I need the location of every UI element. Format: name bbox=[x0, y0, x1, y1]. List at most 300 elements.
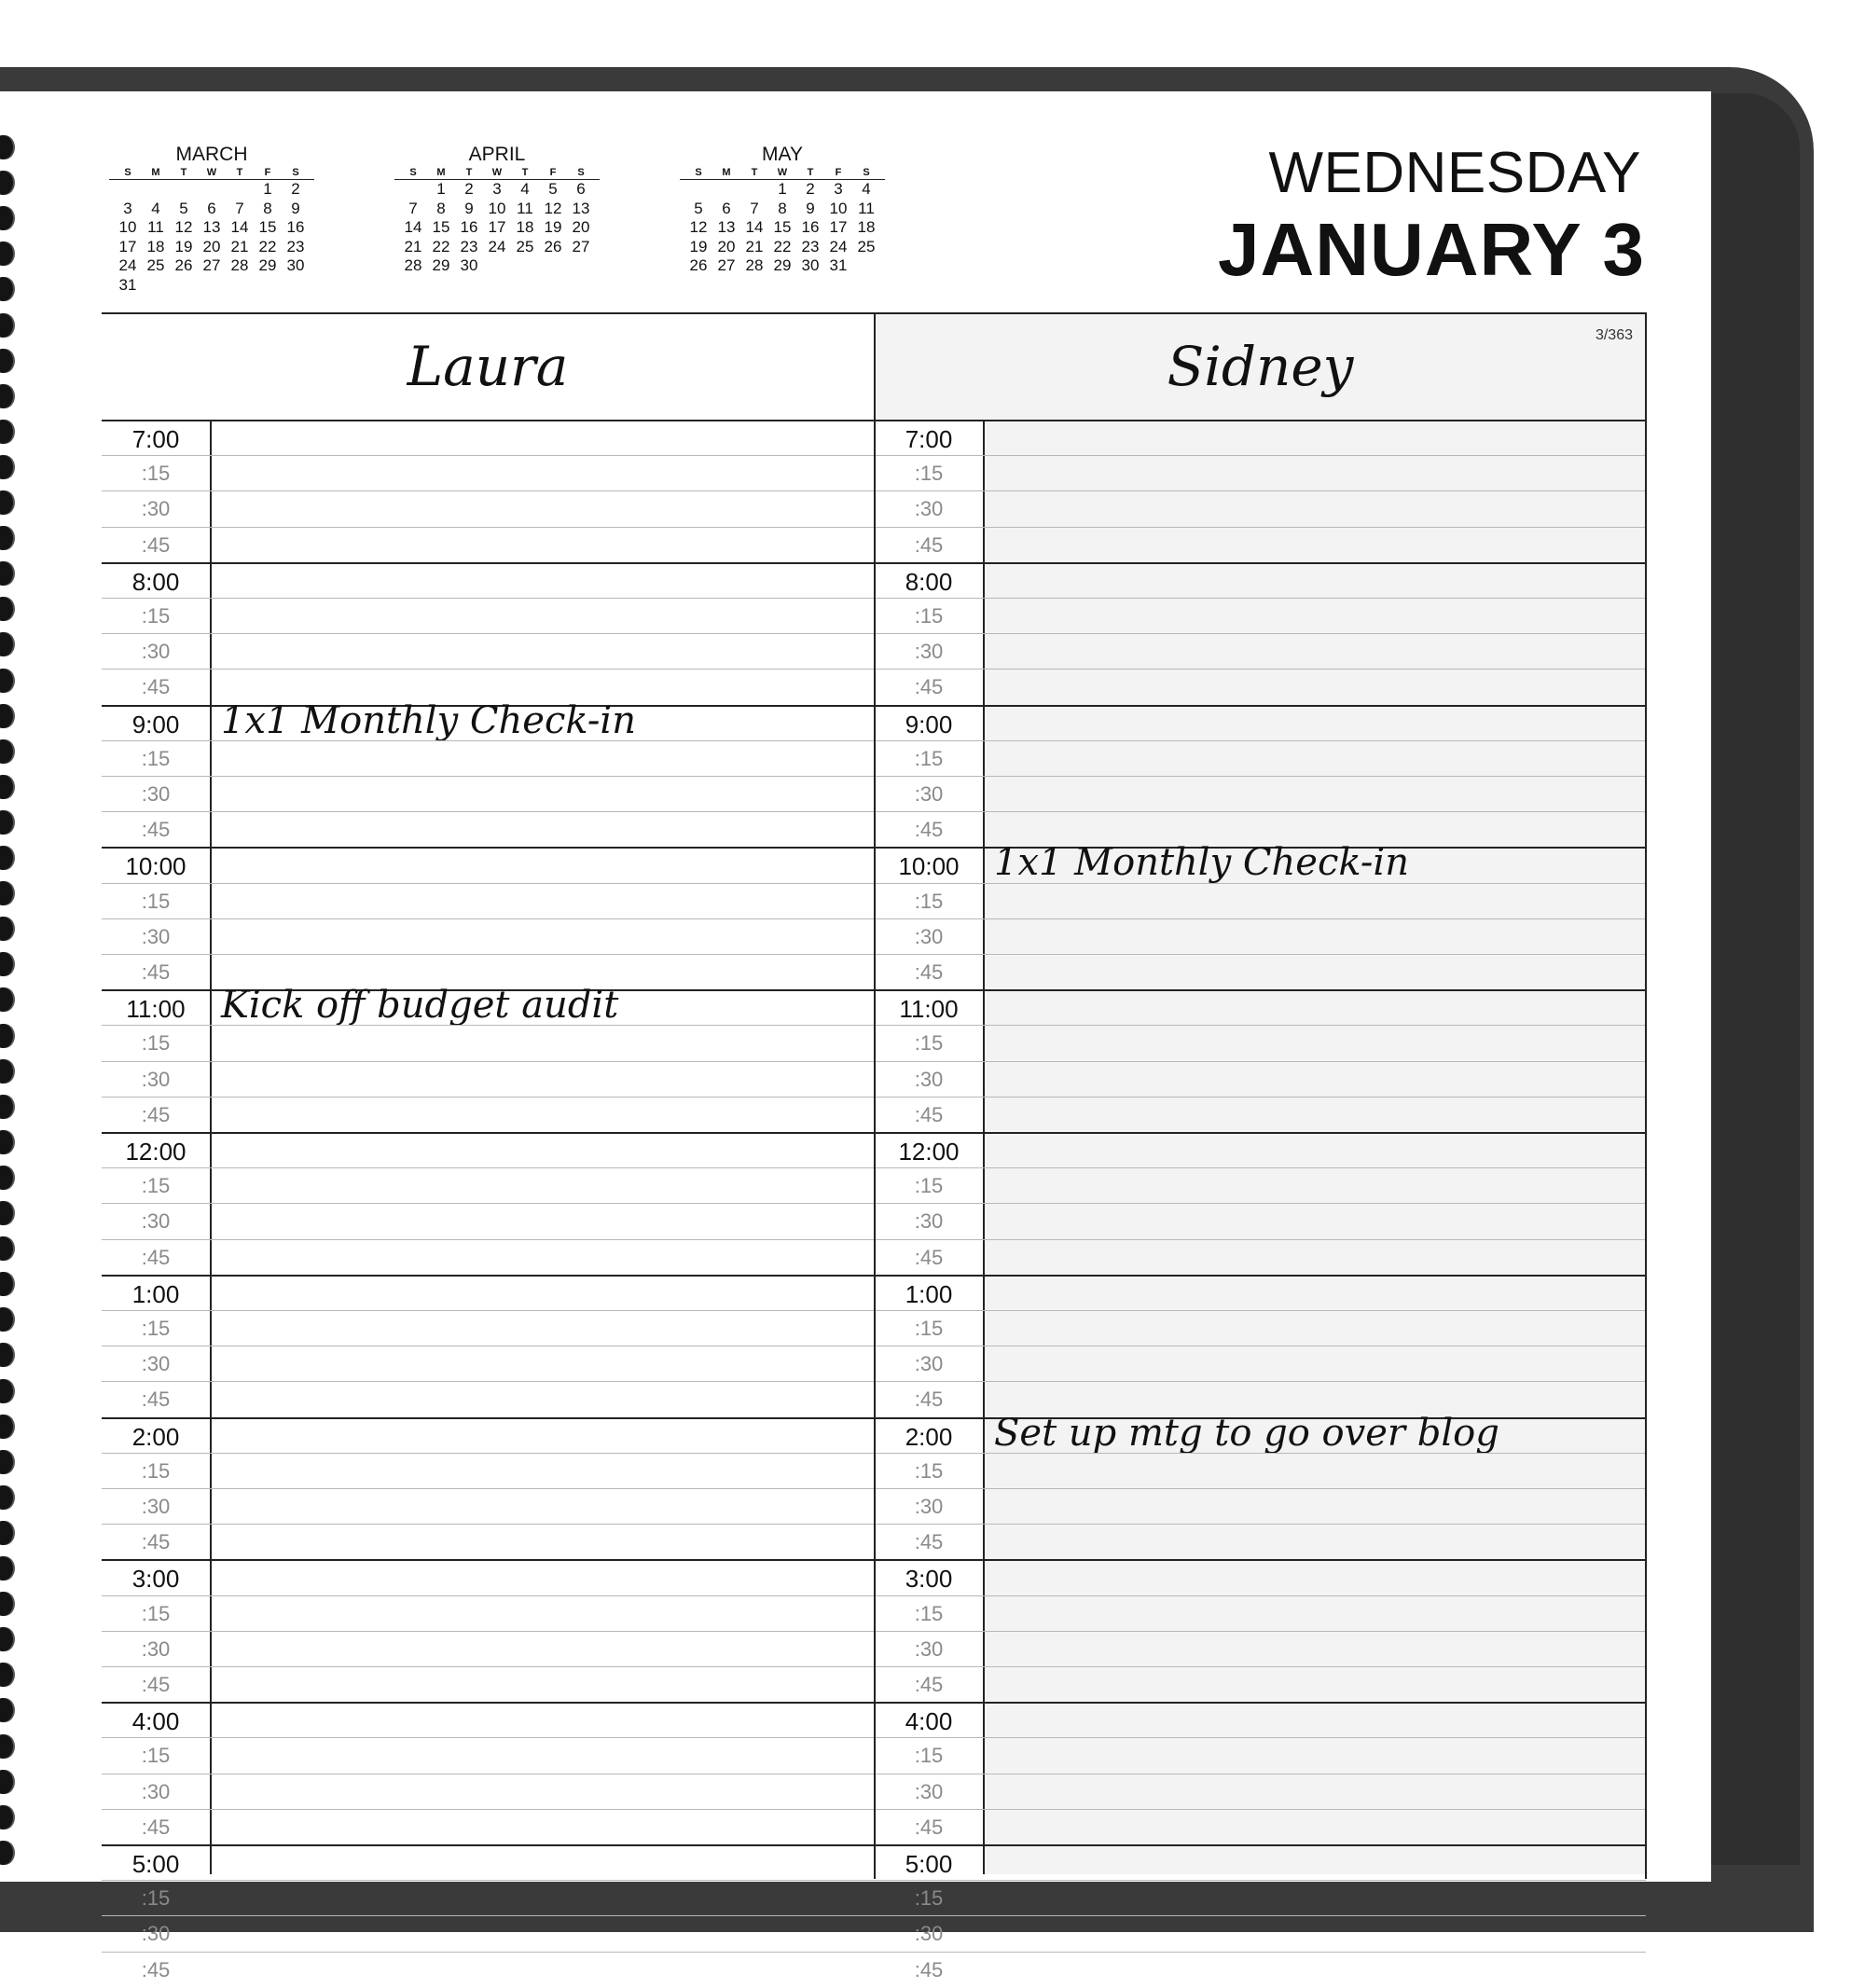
hour-label: 10:00 bbox=[898, 852, 960, 881]
mini-calendar-day: 14 bbox=[745, 218, 764, 236]
quarter-row[interactable] bbox=[875, 490, 1646, 527]
hour-row[interactable] bbox=[102, 1132, 875, 1169]
quarter-row[interactable] bbox=[102, 598, 875, 634]
hour-row[interactable] bbox=[875, 562, 1646, 600]
quarter-label: :30 bbox=[141, 1922, 171, 1946]
hour-row[interactable] bbox=[875, 1559, 1646, 1596]
mini-calendar-day: 7 bbox=[235, 199, 244, 217]
quarter-row[interactable] bbox=[102, 1239, 875, 1276]
mini-calendar-day bbox=[170, 180, 198, 200]
mini-calendar-day: 11 bbox=[858, 199, 875, 217]
quarter-row[interactable] bbox=[102, 1097, 875, 1133]
weekday-initials bbox=[109, 166, 314, 180]
hour-row[interactable] bbox=[102, 1844, 875, 1882]
quarter-label: :30 bbox=[914, 1922, 944, 1946]
mini-calendar-day: 15 bbox=[258, 218, 277, 236]
mini-calendar-day: 12 bbox=[689, 218, 708, 236]
quarter-row[interactable] bbox=[102, 1061, 875, 1098]
mini-calendar-day: 4 bbox=[520, 180, 530, 198]
quarter-label: :45 bbox=[914, 1387, 944, 1412]
quarter-label: :30 bbox=[141, 497, 171, 521]
quarter-row[interactable] bbox=[875, 1737, 1646, 1774]
quarter-label: :30 bbox=[914, 1495, 944, 1518]
mini-calendar-day: 30 bbox=[801, 256, 820, 274]
quarter-label: :45 bbox=[914, 960, 944, 984]
mini-calendar-day: 7 bbox=[408, 199, 418, 217]
mini-calendar-day: 13 bbox=[717, 218, 736, 236]
weekday-heading: WEDNESDAY bbox=[1268, 141, 1641, 205]
mini-calendar-day: 18 bbox=[857, 218, 876, 236]
quarter-label: :30 bbox=[141, 1636, 171, 1661]
hour-row[interactable] bbox=[875, 420, 1646, 457]
mini-calendar-day: 24 bbox=[118, 256, 137, 274]
hour-row[interactable] bbox=[102, 984, 875, 1028]
mini-calendar-day: 17 bbox=[118, 237, 137, 255]
column-divider bbox=[874, 312, 876, 1879]
mini-calendar-day: 22 bbox=[432, 237, 450, 255]
quarter-row[interactable] bbox=[102, 776, 875, 812]
mini-calendar-day: 23 bbox=[460, 237, 478, 255]
mini-calendar-day: 16 bbox=[801, 218, 820, 236]
quarter-label: :45 bbox=[141, 1673, 171, 1696]
quarter-row[interactable] bbox=[875, 1097, 1646, 1133]
quarter-row[interactable] bbox=[875, 455, 1646, 491]
quarter-row[interactable] bbox=[875, 1809, 1646, 1845]
hour-row[interactable] bbox=[102, 1275, 875, 1312]
mini-calendar-day: 18 bbox=[516, 218, 534, 236]
mini-calendar-day bbox=[399, 180, 427, 200]
weekday-initial: S bbox=[863, 167, 870, 178]
quarter-row[interactable] bbox=[102, 918, 875, 955]
weekday-initial: T bbox=[521, 167, 529, 178]
quarter-row[interactable] bbox=[102, 883, 875, 919]
mini-calendar-day: 30 bbox=[286, 256, 305, 274]
column-header-laura bbox=[102, 314, 874, 421]
hour-row[interactable] bbox=[875, 1275, 1646, 1312]
quarter-row[interactable] bbox=[875, 1346, 1646, 1382]
mini-calendar-day: 3 bbox=[492, 180, 502, 198]
hour-label: 1:00 bbox=[905, 1279, 953, 1308]
quarter-label: :45 bbox=[914, 1815, 944, 1839]
mini-calendar-day: 2 bbox=[464, 180, 474, 198]
weekday-initial: T bbox=[751, 167, 758, 178]
quarter-row[interactable] bbox=[875, 776, 1646, 812]
mini-calendar-day: 15 bbox=[432, 218, 450, 236]
quarter-row[interactable] bbox=[102, 811, 875, 848]
mini-calendar-day: 22 bbox=[773, 237, 792, 255]
hour-row[interactable] bbox=[102, 1702, 875, 1739]
quarter-label: :45 bbox=[141, 1957, 171, 1981]
quarter-row[interactable] bbox=[875, 669, 1646, 705]
mini-calendar-day: 29 bbox=[432, 256, 450, 274]
mini-calendar-day: 27 bbox=[202, 256, 221, 274]
quarter-label: :45 bbox=[914, 1957, 944, 1981]
mini-calendar-day: 19 bbox=[174, 237, 193, 255]
hour-row[interactable] bbox=[875, 841, 1646, 885]
quarter-row[interactable] bbox=[875, 918, 1646, 955]
weekday-initial: T bbox=[807, 167, 814, 178]
hour-row[interactable] bbox=[102, 847, 875, 884]
mini-calendar-day: 19 bbox=[689, 237, 708, 255]
weekday-initial: S bbox=[292, 167, 299, 178]
planner-cover-edge bbox=[1706, 93, 1800, 1865]
mini-calendar-day: 9 bbox=[464, 199, 474, 217]
quarter-row[interactable] bbox=[875, 1488, 1646, 1525]
quarter-row[interactable] bbox=[102, 1952, 875, 1988]
quarter-row[interactable] bbox=[875, 1666, 1646, 1703]
quarter-row[interactable] bbox=[875, 1952, 1646, 1988]
mini-calendar-day: 7 bbox=[750, 199, 759, 217]
quarter-row[interactable] bbox=[875, 1310, 1646, 1346]
mini-calendar-day bbox=[198, 180, 226, 200]
hour-label: 1:00 bbox=[131, 1279, 180, 1308]
quarter-label: :15 bbox=[141, 462, 171, 486]
mini-calendar-march bbox=[109, 144, 314, 295]
hour-row[interactable] bbox=[102, 420, 875, 457]
quarter-label: :15 bbox=[914, 1031, 944, 1056]
quarter-label: :45 bbox=[914, 1530, 944, 1554]
quarter-row[interactable] bbox=[875, 1524, 1646, 1560]
mini-calendar-day: 20 bbox=[572, 218, 590, 236]
hour-label: 9:00 bbox=[131, 710, 180, 739]
quarter-label: :30 bbox=[141, 924, 171, 948]
mini-calendar-day bbox=[684, 180, 712, 200]
mini-calendar-day: 29 bbox=[258, 256, 277, 274]
quarter-label: :15 bbox=[914, 1601, 944, 1625]
mini-calendar-day: 5 bbox=[179, 199, 188, 217]
weekday-initial: F bbox=[835, 167, 842, 178]
quarter-row[interactable] bbox=[875, 1631, 1646, 1667]
quarter-label: :30 bbox=[141, 640, 171, 664]
hour-label: 8:00 bbox=[131, 567, 180, 596]
weekday-initial: M bbox=[722, 167, 731, 178]
mini-calendar-day: 16 bbox=[460, 218, 478, 236]
quarter-row[interactable] bbox=[102, 1809, 875, 1845]
mini-calendar-day: 24 bbox=[488, 237, 506, 255]
hour-row[interactable] bbox=[875, 989, 1646, 1027]
mini-calendar-day: 10 bbox=[488, 199, 506, 217]
mini-calendar-day: 10 bbox=[829, 199, 848, 217]
column-name: Laura bbox=[407, 335, 569, 398]
weekday-initial: S bbox=[124, 167, 131, 178]
schedule-entry[interactable]: Kick off budget audit bbox=[221, 984, 619, 1028]
quarter-label: :15 bbox=[141, 1886, 171, 1911]
quarter-row[interactable] bbox=[875, 1915, 1646, 1952]
mini-calendar-day: 6 bbox=[207, 199, 216, 217]
weekday-initial: T bbox=[236, 167, 243, 178]
weekday-initial: M bbox=[436, 167, 446, 178]
quarter-label: :15 bbox=[914, 889, 944, 913]
mini-calendar-day: 8 bbox=[436, 199, 446, 217]
mini-calendar-day: 9 bbox=[806, 199, 815, 217]
quarter-label: :45 bbox=[141, 532, 171, 557]
mini-calendar-day: 3 bbox=[834, 180, 843, 198]
quarter-label: :30 bbox=[141, 1067, 171, 1091]
quarter-label: :15 bbox=[914, 1317, 944, 1340]
weekday-initial: W bbox=[777, 167, 788, 178]
mini-calendar-day: 6 bbox=[576, 180, 586, 198]
weekday-initials bbox=[680, 166, 885, 180]
mini-calendar-day bbox=[740, 180, 768, 200]
mini-calendar-day: 14 bbox=[230, 218, 249, 236]
quarter-row[interactable] bbox=[875, 1061, 1646, 1098]
quarter-row[interactable] bbox=[102, 1203, 875, 1239]
quarter-label: :45 bbox=[141, 1245, 171, 1269]
quarter-label: :45 bbox=[914, 1673, 944, 1696]
mini-calendar-day: 2 bbox=[291, 180, 300, 198]
hour-label: 5:00 bbox=[131, 1850, 180, 1878]
day-count: 3/363 bbox=[1595, 327, 1633, 343]
quarter-label: :15 bbox=[914, 604, 944, 628]
quarter-row[interactable] bbox=[875, 1880, 1646, 1916]
mini-calendar-day bbox=[712, 180, 740, 200]
quarter-row[interactable] bbox=[102, 1488, 875, 1525]
quarter-row[interactable] bbox=[875, 1453, 1646, 1489]
mini-calendar-day: 28 bbox=[404, 256, 422, 274]
hour-label: 7:00 bbox=[131, 425, 180, 453]
mini-calendar-day: 29 bbox=[773, 256, 792, 274]
mini-calendar-day: 21 bbox=[404, 237, 422, 255]
mini-calendar-day: 28 bbox=[745, 256, 764, 274]
weekday-initial: S bbox=[577, 167, 585, 178]
mini-calendar-day: 20 bbox=[717, 237, 736, 255]
schedule-entry[interactable]: 1x1 Monthly Check-in bbox=[221, 698, 636, 742]
quarter-label: :30 bbox=[141, 1209, 171, 1234]
quarter-label: :15 bbox=[141, 1744, 171, 1768]
mini-calendar-day: 11 bbox=[517, 199, 533, 217]
quarter-label: :45 bbox=[914, 818, 944, 842]
mini-calendar-day: 24 bbox=[829, 237, 848, 255]
mini-calendar-day: 21 bbox=[745, 237, 764, 255]
mini-calendar-month: APRIL bbox=[468, 144, 526, 165]
quarter-label: :15 bbox=[914, 1744, 944, 1768]
right-border bbox=[1645, 312, 1647, 1879]
mini-calendar-day: 31 bbox=[829, 256, 848, 274]
schedule-column-sidney[interactable] bbox=[875, 420, 1646, 1981]
quarter-row[interactable] bbox=[875, 527, 1646, 563]
mini-calendar-day: 30 bbox=[460, 256, 478, 274]
hour-row[interactable] bbox=[875, 1844, 1646, 1882]
quarter-label: :30 bbox=[914, 1636, 944, 1661]
mini-calendar-day: 25 bbox=[857, 237, 876, 255]
quarter-row[interactable] bbox=[102, 1346, 875, 1382]
mini-calendar-may bbox=[680, 144, 885, 276]
mini-calendar-day: 14 bbox=[404, 218, 422, 236]
mini-calendar-day: 11 bbox=[147, 218, 164, 236]
quarter-label: :15 bbox=[914, 746, 944, 770]
mini-calendar-day: 23 bbox=[801, 237, 820, 255]
mini-calendar-day: 1 bbox=[778, 180, 787, 198]
schedule-column-laura[interactable] bbox=[102, 420, 875, 1981]
quarter-row[interactable] bbox=[102, 1774, 875, 1810]
hour-label: 7:00 bbox=[905, 425, 953, 453]
hour-row[interactable] bbox=[875, 1702, 1646, 1739]
quarter-row[interactable] bbox=[102, 1880, 875, 1916]
hour-row[interactable] bbox=[102, 1559, 875, 1596]
quarter-row[interactable] bbox=[102, 455, 875, 491]
mini-calendar-day: 19 bbox=[544, 218, 562, 236]
quarter-label: :30 bbox=[914, 782, 944, 806]
hour-row[interactable] bbox=[102, 562, 875, 600]
hour-row[interactable] bbox=[875, 705, 1646, 742]
mini-calendar-day: 1 bbox=[263, 180, 272, 198]
quarter-row[interactable] bbox=[102, 1381, 875, 1417]
weekday-initial: S bbox=[695, 167, 702, 178]
mini-calendar-day: 20 bbox=[202, 237, 221, 255]
hour-row[interactable] bbox=[102, 1417, 875, 1455]
mini-calendar-day: 25 bbox=[516, 237, 534, 255]
weekday-initial: T bbox=[180, 167, 187, 178]
weekday-initial: S bbox=[409, 167, 417, 178]
mini-calendar-day: 1 bbox=[436, 180, 446, 198]
mini-calendar-day: 9 bbox=[291, 199, 300, 217]
mini-calendar-day: 4 bbox=[151, 199, 160, 217]
mini-calendar-day: 13 bbox=[572, 199, 590, 217]
quarter-row[interactable] bbox=[102, 527, 875, 563]
quarter-row[interactable] bbox=[102, 1737, 875, 1774]
quarter-label: :30 bbox=[914, 1067, 944, 1091]
hour-label: 3:00 bbox=[131, 1565, 180, 1594]
mini-calendar-month: MARCH bbox=[175, 144, 248, 165]
quarter-row[interactable] bbox=[102, 1915, 875, 1952]
weekday-initial: T bbox=[465, 167, 473, 178]
weekday-initials bbox=[394, 166, 600, 180]
mini-calendar-day: 28 bbox=[230, 256, 249, 274]
quarter-row[interactable] bbox=[875, 1239, 1646, 1276]
quarter-label: :45 bbox=[141, 1530, 171, 1554]
quarter-label: :30 bbox=[141, 1495, 171, 1518]
column-name: Sidney bbox=[1167, 335, 1354, 398]
mini-calendar-day: 31 bbox=[118, 275, 137, 294]
mini-calendar-day: 16 bbox=[286, 218, 305, 236]
quarter-row[interactable] bbox=[102, 1595, 875, 1632]
hour-row[interactable] bbox=[875, 1411, 1646, 1455]
mini-calendar-day: 27 bbox=[717, 256, 736, 274]
mini-calendar-day: 17 bbox=[829, 218, 848, 236]
mini-calendar-day: 8 bbox=[263, 199, 272, 217]
schedule-entry[interactable]: Set up mtg to go over blog bbox=[994, 1411, 1499, 1455]
hour-label: 11:00 bbox=[126, 995, 186, 1024]
mini-calendar-day: 27 bbox=[572, 237, 590, 255]
mini-calendar-day: 12 bbox=[174, 218, 193, 236]
quarter-label: :30 bbox=[141, 1352, 171, 1376]
quarter-label: :15 bbox=[141, 746, 171, 770]
quarter-label: :15 bbox=[141, 1031, 171, 1056]
quarter-row[interactable] bbox=[102, 633, 875, 670]
quarter-row[interactable] bbox=[102, 740, 875, 777]
quarter-label: :30 bbox=[914, 640, 944, 664]
mini-calendar-day bbox=[114, 180, 142, 200]
day-grid bbox=[680, 180, 885, 276]
mini-calendar-day: 5 bbox=[548, 180, 558, 198]
mini-calendar-day: 21 bbox=[230, 237, 249, 255]
quarter-row[interactable] bbox=[875, 883, 1646, 919]
quarter-label: :15 bbox=[914, 1174, 944, 1198]
mini-calendar-day: 4 bbox=[862, 180, 871, 198]
quarter-label: :45 bbox=[141, 818, 171, 842]
quarter-row[interactable] bbox=[875, 598, 1646, 634]
mini-calendar-day: 22 bbox=[258, 237, 277, 255]
mini-calendar-day: 10 bbox=[118, 218, 137, 236]
quarter-row[interactable] bbox=[102, 1025, 875, 1061]
hour-label: 5:00 bbox=[905, 1850, 953, 1878]
quarter-label: :15 bbox=[141, 1601, 171, 1625]
quarter-row[interactable] bbox=[102, 1167, 875, 1204]
hour-row[interactable] bbox=[102, 698, 875, 742]
mini-calendar-day: 17 bbox=[488, 218, 506, 236]
schedule-entry[interactable]: 1x1 Monthly Check-in bbox=[994, 841, 1409, 885]
quarter-row[interactable] bbox=[102, 1631, 875, 1667]
quarter-label: :30 bbox=[914, 1352, 944, 1376]
quarter-label: :15 bbox=[914, 1458, 944, 1483]
mini-calendar-day: 25 bbox=[146, 256, 165, 274]
quarter-row[interactable] bbox=[875, 740, 1646, 777]
hour-label: 12:00 bbox=[898, 1138, 960, 1166]
quarter-label: :15 bbox=[914, 462, 944, 486]
quarter-row[interactable] bbox=[102, 490, 875, 527]
quarter-label: :15 bbox=[141, 1317, 171, 1340]
mini-calendar-day: 2 bbox=[806, 180, 815, 198]
weekday-initial: F bbox=[264, 167, 271, 178]
hour-label: 3:00 bbox=[905, 1565, 953, 1594]
quarter-label: :45 bbox=[914, 532, 944, 557]
mini-calendar-day bbox=[142, 180, 170, 200]
date-heading: JANUARY 3 bbox=[1217, 208, 1645, 291]
hour-label: 4:00 bbox=[131, 1707, 180, 1736]
quarter-row[interactable] bbox=[102, 1666, 875, 1703]
mini-calendar-day: 15 bbox=[773, 218, 792, 236]
quarter-row[interactable] bbox=[102, 1524, 875, 1560]
hour-label: 8:00 bbox=[905, 567, 953, 596]
quarter-row[interactable] bbox=[875, 1203, 1646, 1239]
quarter-label: :15 bbox=[914, 1886, 944, 1911]
weekday-initial: W bbox=[491, 167, 503, 178]
quarter-row[interactable] bbox=[875, 1774, 1646, 1810]
quarter-row[interactable] bbox=[102, 1310, 875, 1346]
mini-calendar-day: 12 bbox=[544, 199, 562, 217]
quarter-label: :15 bbox=[141, 889, 171, 913]
quarter-label: :30 bbox=[141, 782, 171, 806]
quarter-label: :30 bbox=[914, 1209, 944, 1234]
quarter-row[interactable] bbox=[875, 633, 1646, 670]
quarter-label: :45 bbox=[914, 1102, 944, 1126]
quarter-label: :45 bbox=[141, 1815, 171, 1839]
mini-calendar-day bbox=[226, 180, 254, 200]
quarter-row[interactable] bbox=[102, 1453, 875, 1489]
quarter-label: :45 bbox=[141, 1387, 171, 1412]
mini-calendar-day: 13 bbox=[202, 218, 221, 236]
quarter-label: :45 bbox=[141, 675, 171, 699]
weekday-initial: W bbox=[206, 167, 217, 178]
hour-label: 11:00 bbox=[899, 995, 959, 1024]
quarter-row[interactable] bbox=[875, 1595, 1646, 1632]
quarter-label: :30 bbox=[141, 1779, 171, 1803]
hour-label: 2:00 bbox=[131, 1422, 180, 1451]
weekday-initial: F bbox=[549, 167, 557, 178]
quarter-row[interactable] bbox=[875, 1167, 1646, 1204]
hour-row[interactable] bbox=[875, 1132, 1646, 1169]
hour-label: 10:00 bbox=[125, 852, 186, 881]
hour-label: 9:00 bbox=[905, 710, 953, 739]
day-grid bbox=[109, 180, 314, 295]
quarter-label: :45 bbox=[141, 960, 171, 984]
quarter-label: :30 bbox=[914, 924, 944, 948]
quarter-label: :15 bbox=[141, 1174, 171, 1198]
quarter-row[interactable] bbox=[875, 954, 1646, 990]
mini-calendar-day: 26 bbox=[174, 256, 193, 274]
mini-calendar-day: 23 bbox=[286, 237, 305, 255]
quarter-row[interactable] bbox=[875, 1025, 1646, 1061]
